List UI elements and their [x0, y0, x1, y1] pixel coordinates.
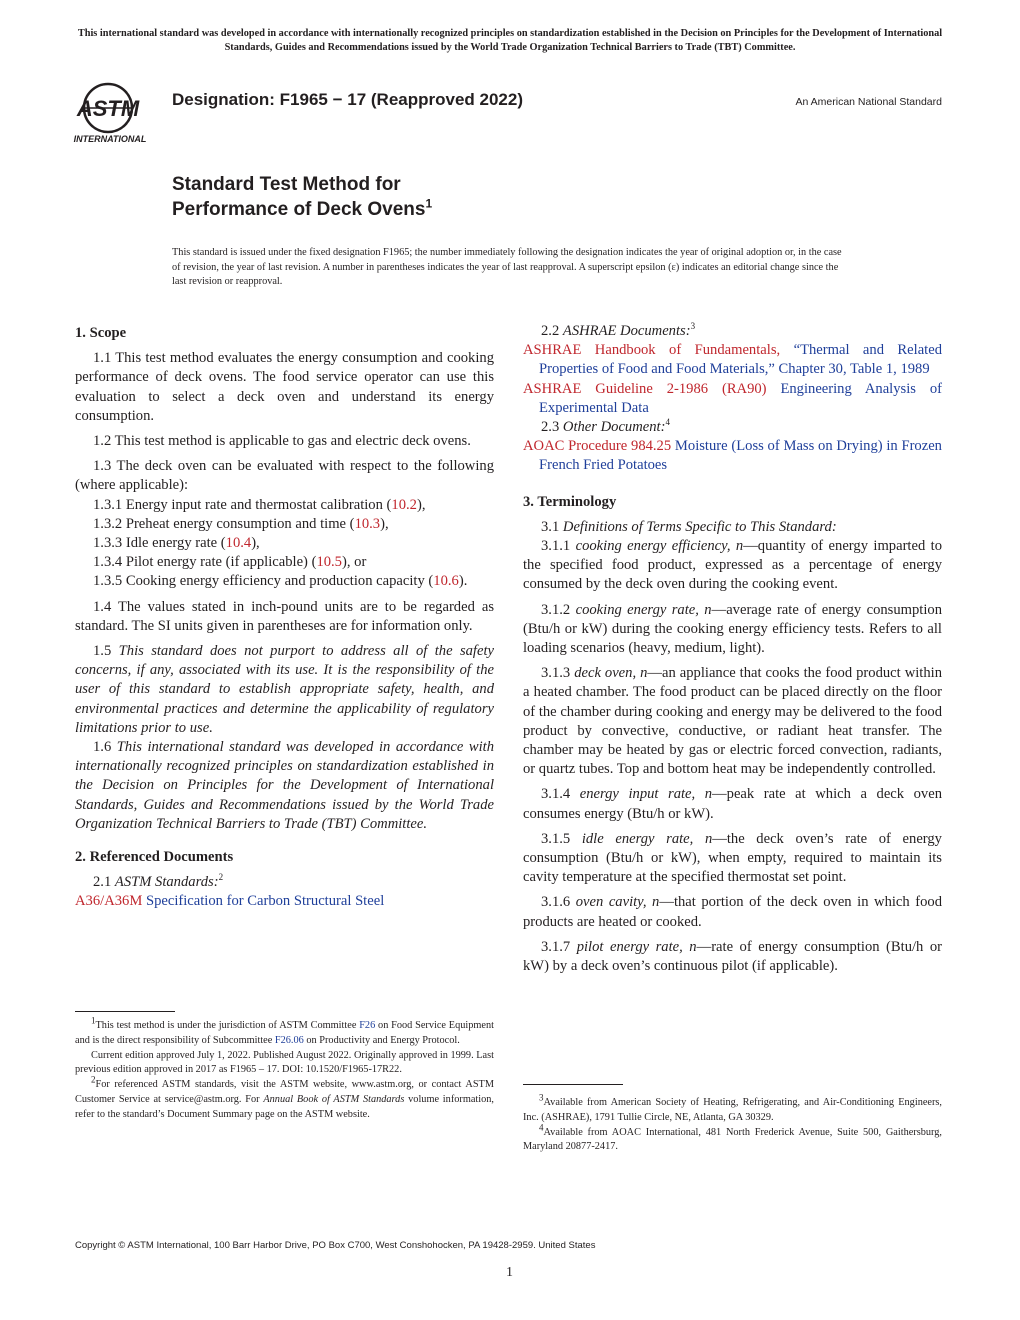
ref-title-link[interactable]: “Thermal and Related Properties of Food and Food Materials,” Chapter 30, Table 1, 1989 — [539, 342, 943, 378]
term-3-1-4: 3.1.4 energy input rate, n—peak rate at which a deck oven consumes energy (Btu/h or kW). — [523, 786, 942, 822]
left-column — [75, 324, 494, 912]
copyright-notice: Copyright © ASTM International, 100 Barr Harbor Drive, PO Box C700, West Conshohocken, PA 19428-2959. United States — [75, 1240, 596, 1251]
footnote-3: $^3$Available from American Society of Heating, Refrigerating, and Air-Conditioning Engineers, Inc. (ASHRAE), 1791 Tullie Circle, NE, Atlanta, GA 30329. — [523, 1092, 942, 1123]
para-1-3-1: 1.3.1 Energy input rate and thermostat calibration (10.2), — [93, 496, 426, 513]
scope-heading: 1. Scope — [75, 325, 127, 341]
para-1-3: 1.3 The deck oven can be evaluated with respect to the following (where applicable): — [75, 458, 494, 494]
para-1-3-4: 1.3.4 Pilot energy rate (if applicable) (10.5), or — [93, 554, 367, 571]
footnote-2: $^2$For referenced ASTM standards, visit the ASTM website, www.astm.org, or contact ASTM Customer Service at service@astm.org. For Annual Book of ASTM Standards volume information, refer to the standard’s Document Summary page on the ASTM website. — [75, 1074, 494, 1120]
term-3-1-3: 3.1.3 deck oven, n—an appliance that cooks the food product within a heated chamber. The food product can be placed directly on the floor of the chamber during cooking and energy may be delivered to the food product by convective, conductive, or radiant heat transfer. The chamber may be heated by gas or electric forced convection, radiants, or quartz tubes. Top and bottom heat may be independently controlled. — [523, 665, 943, 778]
para-3-1: 3.1 Definitions of Terms Specific to This Standard: — [541, 518, 837, 535]
ref-link[interactable]: ASHRAE Guideline 2-1986 (RA90) — [523, 380, 767, 397]
footnote-rule-right — [523, 1084, 623, 1085]
term-3-1-6: 3.1.6 oven cavity, n—that portion of the deck oven in which food products are heated or cooked. — [523, 894, 942, 930]
para-1-5: 1.5 This standard does not purport to address all of the safety concerns, if any, associated with its use. It is the responsibility of the user of this standard to establish appropriate safety, health, and environmental practices and determine the applicability of regulatory limitations prior to use. — [75, 643, 494, 736]
ref-title-link[interactable]: Specification for Carbon Structural Steel — [145, 893, 385, 910]
footnotes-right — [523, 1092, 942, 1155]
ref-link[interactable]: AOAC Procedure 984.25 — [523, 438, 672, 455]
para-2-3: 2.3 Other Document:$^4$ — [541, 417, 670, 436]
terminology-heading: 3. Terminology — [523, 493, 617, 510]
footnote-rule-left — [75, 1011, 175, 1012]
ref-link[interactable]: ASHRAE Handbook of Fundamentals, — [523, 342, 781, 359]
para-1-3-3: 1.3.3 Idle energy rate (10.4), — [93, 535, 260, 552]
right-column — [523, 322, 942, 976]
para-1-1: 1.1 This test method evaluates the energy consumption and cooking performance of deck ovens. The food service operator can use this evaluation to select a deck oven and understand its energy consumption. — [75, 350, 494, 424]
ref-title-link[interactable]: Engineering Analysis of Experimental Data — [539, 380, 942, 416]
ref-link[interactable]: A36/A36M — [75, 893, 143, 910]
term-3-1-2: 3.1.2 cooking energy rate, n—average rate of energy consumption (Btu/h or kW) during the cooking energy efficiency tests. Refers to all loading scenarios (heavy, medium, light). — [523, 601, 942, 657]
title-line-1: Standard Test Method for — [172, 174, 401, 195]
top-notice: This international standard was developed in accordance with internationally recognized principles on standardization established in the Decision on Principles for the Development of International Standards, Guides and Recommendations issued by the World Trade Organization Technical Barriers to Trade (TBT) Committee. — [77, 28, 943, 53]
section-link[interactable]: 10.6 — [433, 573, 459, 590]
footnote-1-edition: Current edition approved July 1, 2022. Published August 2022. Originally approved in 1999. Last previous edition approved in 2017 as F1965 – 17. DOI: 10.1520/F1965-17R22. — [75, 1049, 494, 1076]
ref-ashrae-handbook — [523, 341, 942, 379]
term-3-1-1: 3.1.1 cooking energy efficiency, n—quantity of energy imparted to the specified food product, expressed as a percentage of energy consumed by the deck oven during the cooking event. — [523, 538, 942, 593]
para-1-3-2: 1.3.2 Preheat energy consumption and time (10.3), — [93, 515, 389, 532]
committee-link[interactable]: F26 — [359, 1020, 376, 1031]
term-3-1-7: 3.1.7 pilot energy rate, n—rate of energy consumption (Btu/h or kW) by a deck oven’s continuous pilot (if applicable). — [523, 938, 943, 975]
ref-astm-a36 — [75, 892, 494, 911]
title-footnote-mark: 1 — [425, 196, 433, 211]
national-standard-label: An American National Standard — [795, 96, 942, 108]
astm-logo — [70, 80, 162, 146]
section-link[interactable]: 10.5 — [316, 554, 342, 571]
para-1-4: 1.4 The values stated in inch-pound units are to be regarded as standard. The SI units given in parentheses are for information only. — [75, 598, 494, 634]
section-link[interactable]: 10.2 — [391, 496, 417, 513]
para-1-2: 1.2 This test method is applicable to gas and electric deck ovens. — [93, 433, 471, 450]
astm-logo-icon — [70, 80, 162, 146]
ref-title-link[interactable]: Moisture (Loss of Mass on Drying) in Frozen French Fried Potatoes — [539, 438, 942, 474]
designation: Designation: F1965 − 17 (Reapproved 2022) — [172, 90, 523, 109]
ref-aoac — [523, 437, 942, 475]
para-2-2: 2.2 ASHRAE Documents:$^3$ — [541, 321, 696, 339]
logo-sub-text: INTERNATIONAL — [73, 134, 147, 144]
document-title — [172, 172, 432, 222]
section-link[interactable]: 10.3 — [354, 515, 381, 532]
footnotes-left — [75, 1015, 494, 1123]
refs-heading: 2. Referenced Documents — [75, 849, 234, 866]
title-line-2: Performance of Deck Ovens — [172, 199, 426, 220]
issuance-statement: This standard is issued under the fixed designation F1965; the number immediately following the designation indicates the year of original adoption or, in the case of revision, the year of last revision. A number in parentheses indicates the year of last reapproval. A superscript epsilon (ε) indicates an editorial change since the last revision or reapproval. — [172, 247, 842, 287]
footnote-1: $^1$This test method is under the jurisdiction of ASTM Committee F26 on Food Service Equipment and is the direct responsibility of Subcommittee F26.06 on Productivity and Energy Protocol. — [75, 1015, 494, 1046]
logo-main-text: ASTM — [76, 96, 140, 121]
para-2-1: 2.1 ASTM Standards:$^2$ — [93, 872, 224, 891]
ref-ashrae-guideline — [523, 380, 942, 418]
footnote-4: $^4$Available from AOAC International, 481 North Frederick Avenue, Suite 500, Gaithersburg, Maryland 20877-2417. — [523, 1122, 942, 1153]
section-link[interactable]: 10.4 — [225, 535, 252, 552]
para-1-3-5: 1.3.5 Cooking energy efficiency and production capacity (10.6). — [93, 573, 468, 590]
page-number: 1 — [506, 1265, 513, 1280]
term-3-1-5: 3.1.5 idle energy rate, n—the deck oven’s rate of energy consumption (Btu/h or kW), when empty, required to maintain its cavity temperature at the specified thermostat set point. — [523, 830, 942, 886]
para-1-6: 1.6 This international standard was developed in accordance with internationally recognized principles on standardization established in the Decision on Principles for the Development of International Standards, Guides and Recommendations issued by the World Trade Organization Technical Barriers to Trade (TBT) Committee. — [75, 739, 495, 832]
subcommittee-link[interactable]: F26.06 — [274, 1034, 304, 1046]
